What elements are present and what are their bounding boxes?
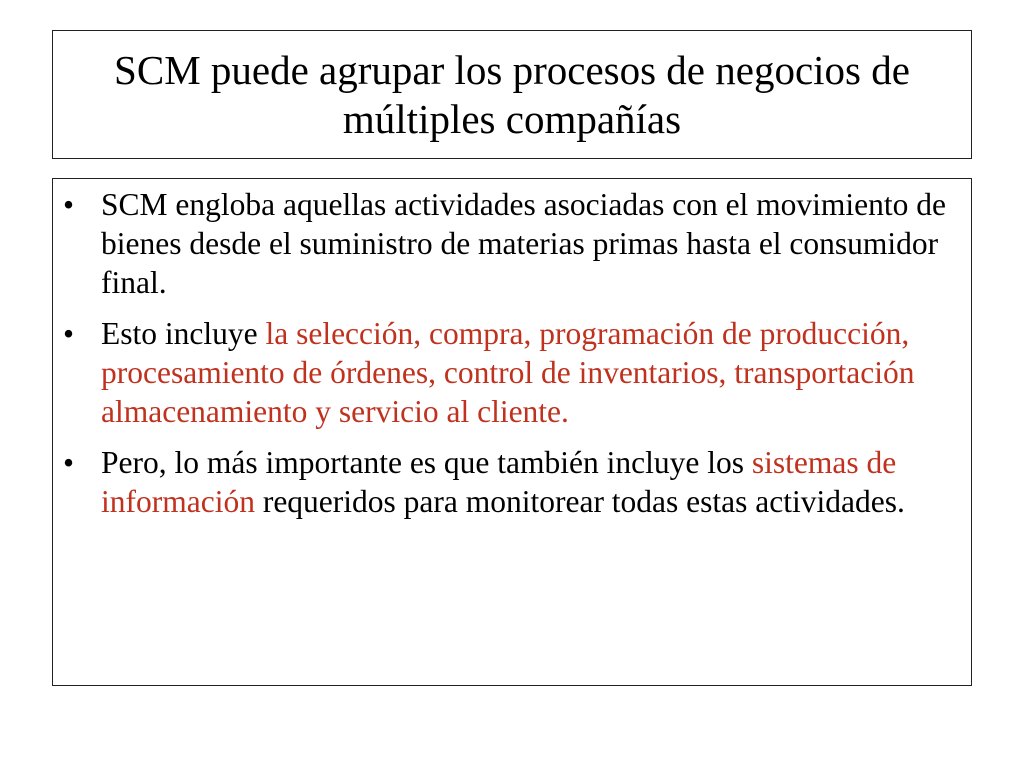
bullet-icon: • [63,445,75,480]
title-box [52,30,972,159]
bullet-item-1 [53,185,961,302]
bullet-text-suffix: requeridos para monitorear todas estas actividades. [254,484,905,519]
bullet-text: SCM engloba aquellas actividades asociadas con el movimiento de bienes desde el suministro de materias primas hasta el consumidor final. [101,187,947,300]
bullet-icon: • [63,187,75,222]
bullet-text-highlight: la selección, compra, programación de producción, procesamiento de órdenes, control de inventarios, transportación almacenamiento y servicio al cliente. [101,316,915,429]
bullet-icon: • [63,316,75,351]
bullet-text-prefix: Pero, lo más importante es que también incluye los [101,445,752,480]
bullet-list [53,179,971,521]
bullet-text-prefix: Esto incluye [101,316,266,351]
content-box [52,178,972,686]
slide-title: SCM puede agrupar los procesos de negocios de múltiples compañías [114,46,910,142]
bullet-item-2 [53,314,961,431]
bullet-item-3 [53,443,961,521]
bullet-text-highlight: sistemas de información [101,445,897,519]
